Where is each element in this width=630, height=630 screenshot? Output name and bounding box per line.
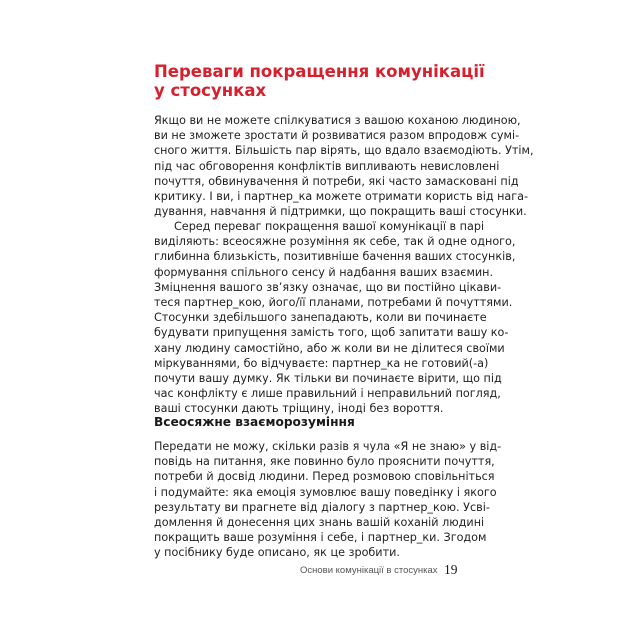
text-line: теся партнер_кою, його/її планами, потребами й почуттями. [154,295,513,309]
text-line: Серед переваг покращення вашої комунікації в парі [174,220,485,233]
text-line: потреби й досвід людини. Перед розмовою сповільніться [154,470,495,484]
text-line: ви не зможете зростати й розвиватися разом впродовж сумі- [154,129,520,143]
text-line: під час обговорення конфліктів випливають невисловлені [154,159,500,173]
text-line: результату ви прагнете від діалогу з партнер_кою. Усві- [154,500,490,514]
section-title-line-2: у стосунках [154,81,267,100]
section-title-line-1: Переваги покращення комунікації [154,62,485,81]
text-line: формування спільного сенсу й надбання ваших взаємин. [154,265,494,279]
text-line: у посібнику буде описано, як це зробити. [154,546,400,560]
text-line: Передати не можу, скільки разів я чула «Я не знаю» у від- [154,440,502,453]
text-line: домлення й донесення цих знань вашій коханій людині [154,515,485,529]
subsection-heading: Всеосяжне взаєморозуміння [154,415,355,429]
text-line: покращить ваше розуміння і себе, і партнер_ки. Згодом [154,531,487,545]
running-footer-title: Основи комунікації в стосунках [300,565,438,576]
text-line: Стосунки здебільшого занепадають, коли ви починаєте [154,311,487,325]
text-line: будувати припущення замість того, щоб запитати вашу ко- [154,326,509,340]
text-line: час конфлікту є лише правильний і неправильний погляд, [154,387,501,401]
paragraph-1 [154,113,534,219]
text-line: почуття, обвинувачення й потреби, які часто замасковані під [154,174,519,188]
paragraph-2 [154,219,516,416]
text-line: почути вашу думку. Як тільки ви починаєте вірити, що під [154,371,502,385]
text-line: Якщо ви не можете спілкуватися з вашою коханою людиною, [154,114,521,127]
page-number: 19 [444,562,458,577]
text-line: і подумайте: яка емоція зумовлює вашу поведінку і якого [154,485,497,499]
paragraph-3 [154,439,502,561]
text-line: повідь на питання, яке повинно було прояснити почуття, [154,455,495,469]
text-line: критику. І ви, і партнер_ка можете отримати користь від нага- [154,189,529,203]
section-title [154,62,485,100]
text-line: сного життя. Більшість пар вірять, що вдало взаємодіють. Утім, [154,144,534,158]
text-line: хану людину самостійно, або ж коли ви не ділитеся своїми [154,341,505,355]
text-line: виділяють: всеосяжне розуміння як себе, так й одне одного, [154,235,516,249]
text-line: Зміцнення вашого зв’язку означає, що ви постійно цікави- [154,280,502,294]
text-line: глибинна близькість, позитивніше бачення ваших стосунків, [154,250,516,264]
text-line: дування, навчання й підтримки, що покращить ваші стосунки. [154,205,527,219]
text-line: ваші стосунки дають тріщину, іноді без вороття. [154,402,444,416]
text-line: міркуваннями, бо відчуваєте: партнер_ка не готовий(-а) [154,356,489,370]
